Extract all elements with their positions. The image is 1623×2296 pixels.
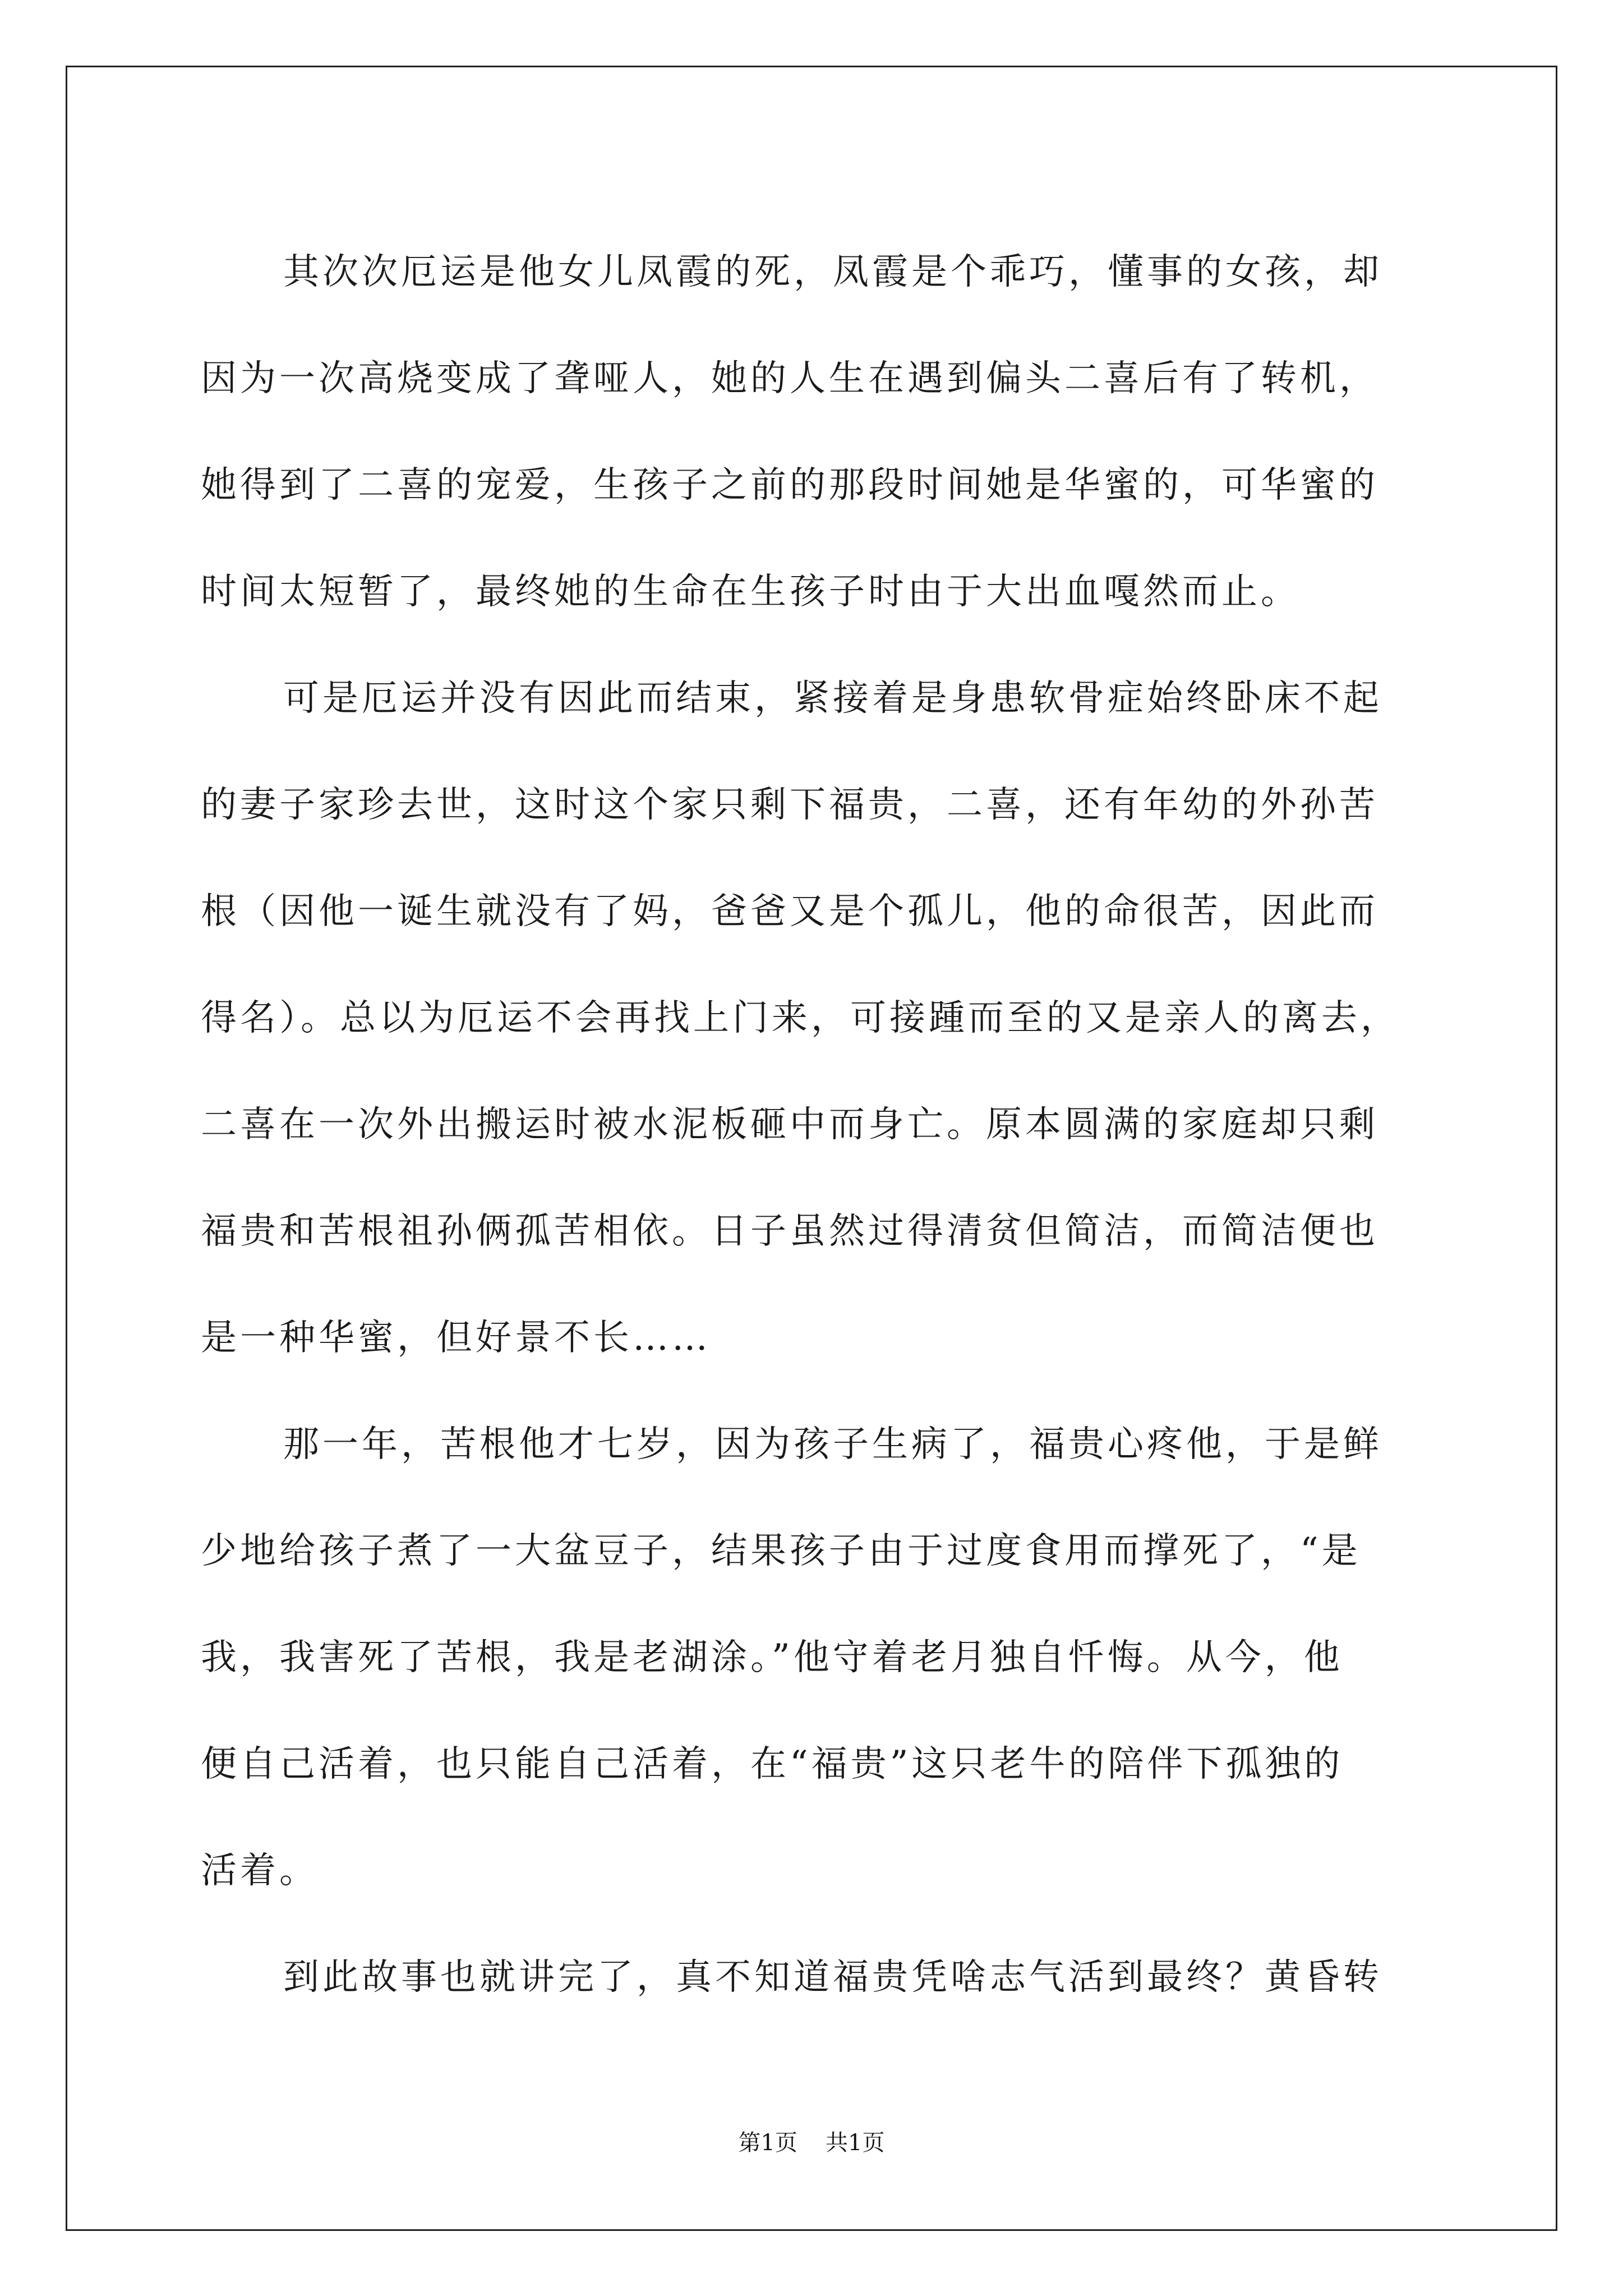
page-footer	[0, 2129, 1623, 2157]
text-line: 我，我害死了苦根，我是老湖涂。”他守着老月独自忏悔。从今，他	[201, 1637, 1343, 1678]
text-line: 二喜在一次外出搬运时被水泥板砸中而身亡。原本圆满的家庭却只剩	[201, 1104, 1378, 1145]
paragraph-3	[201, 1391, 1424, 1924]
text-line: 那一年，苦根他才七岁，因为孩子生病了，福贵心疼他，于是鲜	[283, 1424, 1382, 1465]
text-line: 便自己活着，也只能自己活着，在“福贵”这只老牛的陪伴下孤独的	[201, 1743, 1344, 1785]
document-body	[201, 219, 1424, 2031]
text-line: 时间太短暂了，最终她的生命在生孩子时由于大出血嘎然而止。	[201, 571, 1300, 613]
page-number: 第1页	[738, 2130, 797, 2156]
page-total: 共1页	[826, 2130, 885, 2156]
paragraph-4	[201, 1924, 1424, 2031]
text-line: 福贵和苦根祖孙俩孤苦相依。日子虽然过得清贫但简洁，而简洁便也	[201, 1211, 1378, 1252]
text-line: 因为一次高烧变成了聋哑人，她的人生在遇到偏头二喜后有了转机，	[201, 358, 1378, 399]
text-line: 到此故事也就讲完了，真不知道福贵凭啥志气活到最终？黄昏转	[283, 1957, 1382, 1998]
text-line: 她得到了二喜的宠爱，生孩子之前的那段时间她是华蜜的，可华蜜的	[201, 464, 1378, 506]
text-line: 可是厄运并没有因此而结束，紧接着是身患软骨症始终卧床不起	[283, 678, 1382, 719]
paragraph-2	[201, 645, 1424, 1391]
text-line: 是一种华蜜，但好景不长……	[201, 1317, 711, 1359]
text-line: 的妻子家珍去世，这时这个家只剩下福贵，二喜，还有年幼的外孙苦	[201, 784, 1378, 826]
text-line: 根（因他一诞生就没有了妈，爸爸又是个孤儿，他的命很苦，因此而	[201, 891, 1378, 932]
text-line: 其次次厄运是他女儿凤霞的死，凤霞是个乖巧，懂事的女孩，却	[283, 251, 1382, 293]
text-line: 得名）。总以为厄运不会再找上门来，可接踵而至的又是亲人的离去，	[201, 997, 1400, 1039]
text-line: 少地给孩子煮了一大盆豆子，结果孩子由于过度食用而撑死了，“是	[201, 1530, 1361, 1572]
text-line: 活着。	[201, 1850, 319, 1892]
paragraph-1	[201, 219, 1424, 645]
